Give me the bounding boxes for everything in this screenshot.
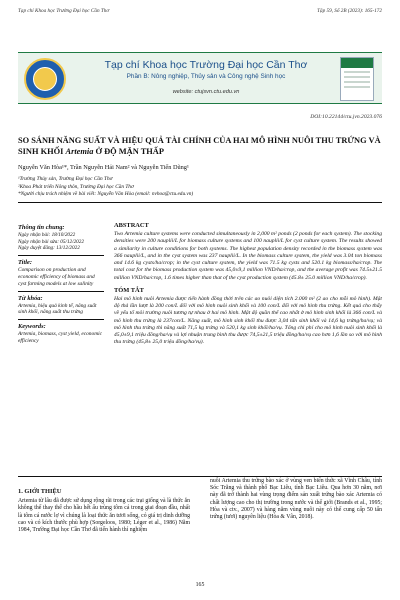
tom-tat-text: Hai mô hình nuôi Artemia được tiến hành đồng thời trên các ao nuôi diện tích 2.000 m² (2 ao cho mỗi mô hình). Mật độ thả lần lượt là 200 con/L đối với mô hình nuôi sinh khối và 100 con/L đối với mô hình thu trứng. Kết quả cho thấy về yếu tố môi trường nuôi tương tự nhau ở hai mô hình. Mật độ quần thể cao nhất ở mô hình sinh khối là 366 con/L và mô hình thu trứng là 237con/L. Năng suất, mô hình sinh khối thu được 3,04 tấn sinh khối và 14,6 kg trứng/ha/vụ; và mô hình thu trứng thì năng suất 71,5 kg trứng và 520,1 kg sinh khối/ha/vụ. Tổng chi phí cho mô hình nuôi sinh khối là 45,0±9,1 triệu đồng/ha/vụ và lợi nhuận trung bình thu được 74,5±21,5 triệu đồng/ha/vụ cao hơn 1,6 lần so với mô hình thu trứng (45,8± 25,0 triệu đồng/ha/vụ). [114,295,382,346]
title-part1: SO SÁNH NĂNG SUẤT VÀ HIỆU QUẢ TÀI CHÍNH CỦA HAI MÔ HÌNH NUÔI THU TRỨNG VÀ SINH KHỐI [18,136,381,156]
keywords-en: Artemia, biomass, cyst yield, economic efficiency [18,331,102,345]
journal-cover-icon [340,57,374,101]
intro-left-column [18,488,190,534]
divider [18,319,104,320]
divider [18,255,104,256]
intro-right-column [210,478,382,521]
article-info-heading: Thông tin chung: [18,224,65,231]
intro-right-text: nuôi Artemia thu trứng bào xác ở vùng ven biển thức xã Vĩnh Châu, tỉnh Sóc Trăng và thành phố Bạc Liêu, tỉnh Bạc Liêu. Qua hơn 30 năm, nơi này đã trở thành hai vùng trọng điểm sản xuất trứng bào xác Artemia có chất lượng cao cho thị trường trong nước và thế giới (Brands et al., 1995; Hòa và ctv., 2007) và hàng năm vùng nuôi này có thể cung cấp 50 tấn trứng (tươi) nguyên liệu (Hòa & Vân, 2018). [210,478,382,521]
received-date: Ngày nhận bài: 18/10/2022 [18,232,76,238]
article-title [18,136,382,157]
article-info-column [18,224,104,345]
authors: Nguyễn Văn Hòa¹*, Trần Nguyễn Hải Nam² và Nguyễn Tiến Dũng¹ [18,164,189,171]
english-title: Comparison on production and economic efficiency of biomass and cyst farming models at low salinity [18,266,95,287]
journal-website[interactable]: website: ctujsvn.ctu.edu.vn [172,89,240,95]
abstract-column [114,222,382,347]
tom-tat-heading: TÓM TẮT [114,286,144,294]
corresponding-author: *Người chịu trách nhiệm về bài viết: Nguyễn Văn Hòa (email: nvhoa@ctu.edu.vn) [18,191,194,197]
affiliation-2: ²Khoa Phát triển Nông thôn, Trường Đại học Cần Thơ [18,183,134,190]
english-title-heading: Title: [18,258,32,266]
divider [18,202,382,203]
title-species: Artemia [65,146,94,156]
abstract-heading: ABSTRACT [114,222,149,229]
abstract-text: Two Artemia culture systems were conducted simultaneously in 2,000 m² ponds (2 ponds for each system). The stocking densities were 200 nauplii/L for biomass culture systems and 100 nauplii/L for cyst culture system. The results showed a similarity in culture conditions for both systems. The highest population density recorded in the biomass system was 366 nauplii/L, and in the cyst system was 237 nauplii/L. In the biomass culture system, the yield was 3.04 ton biomass and 14.6 kg cysts/ha/crop; in the cyst culture system, the yield was 71.5 kg cysts and 520.1 kg biomass/ha/crop. The total cost for the biomass production system was 45,0±9,1 million VND/ha/crop, and the average profit was 74.5±21.5 million VND/ha/crop, 1.6 times higher than that of the cyst production system (45.8± 25.0 million VND/ha/crop). [114,231,382,281]
intro-left-text: Artemia từ lâu đã được sử dụng rộng rãi trong các trại giống và là thức ăn không thể thay thế cho hầu hết ấu trùng tôm cá trong giai đoạn đầu, nhất là tôm cá nước lợ vì chúng là loại thức ăn tươi sống, có giá trị dinh dưỡng cao và có kích thước phù hợp (Sorgeloos, 1980; Léger et al., 1986) Năm 1984, Trường Đại học Cần Thơ đã tiến hành thí nghiệm [18,498,190,534]
journal-title: Tạp chí Khoa học Trường Đại học Cần Thơ [104,59,308,71]
accepted-date: Ngày duyệt đăng: 13/12/2022 [18,245,80,252]
journal-banner [18,52,382,104]
running-head [18,8,382,18]
divider [18,476,382,477]
affiliation-1: ¹Trường Thủy sản, Trường Đại học Cần Thơ [18,176,113,182]
keywords-vi: Artemia, hiệu quả kinh tế, năng suất sinh khối, năng suất thu trứng [18,302,97,316]
page-number: 165 [195,582,205,588]
doi[interactable]: DOI:10.22144/ctu.jvn.2023.076 [310,114,382,120]
running-head-volume: Tập 59, Số 2B (2023): 165-172 [317,8,382,14]
running-head-journal: Tạp chí Khoa học Trường Đại học Cần Thơ [18,8,110,14]
ctu-seal-icon [24,58,66,100]
divider [18,291,104,292]
keywords-vi-heading: Từ khóa: [18,294,43,302]
title-part2: Ở ĐỘ MẶN THẤP [93,146,164,156]
revised-date: Ngày nhận bài sửa: 05/12/2022 [18,238,84,245]
intro-heading: 1. GIỚI THIỆU [18,488,62,495]
keywords-en-heading: Keywords: [18,323,46,331]
journal-part: Phần B: Nông nghiệp, Thủy sản và Công nghệ Sinh học [126,73,286,80]
